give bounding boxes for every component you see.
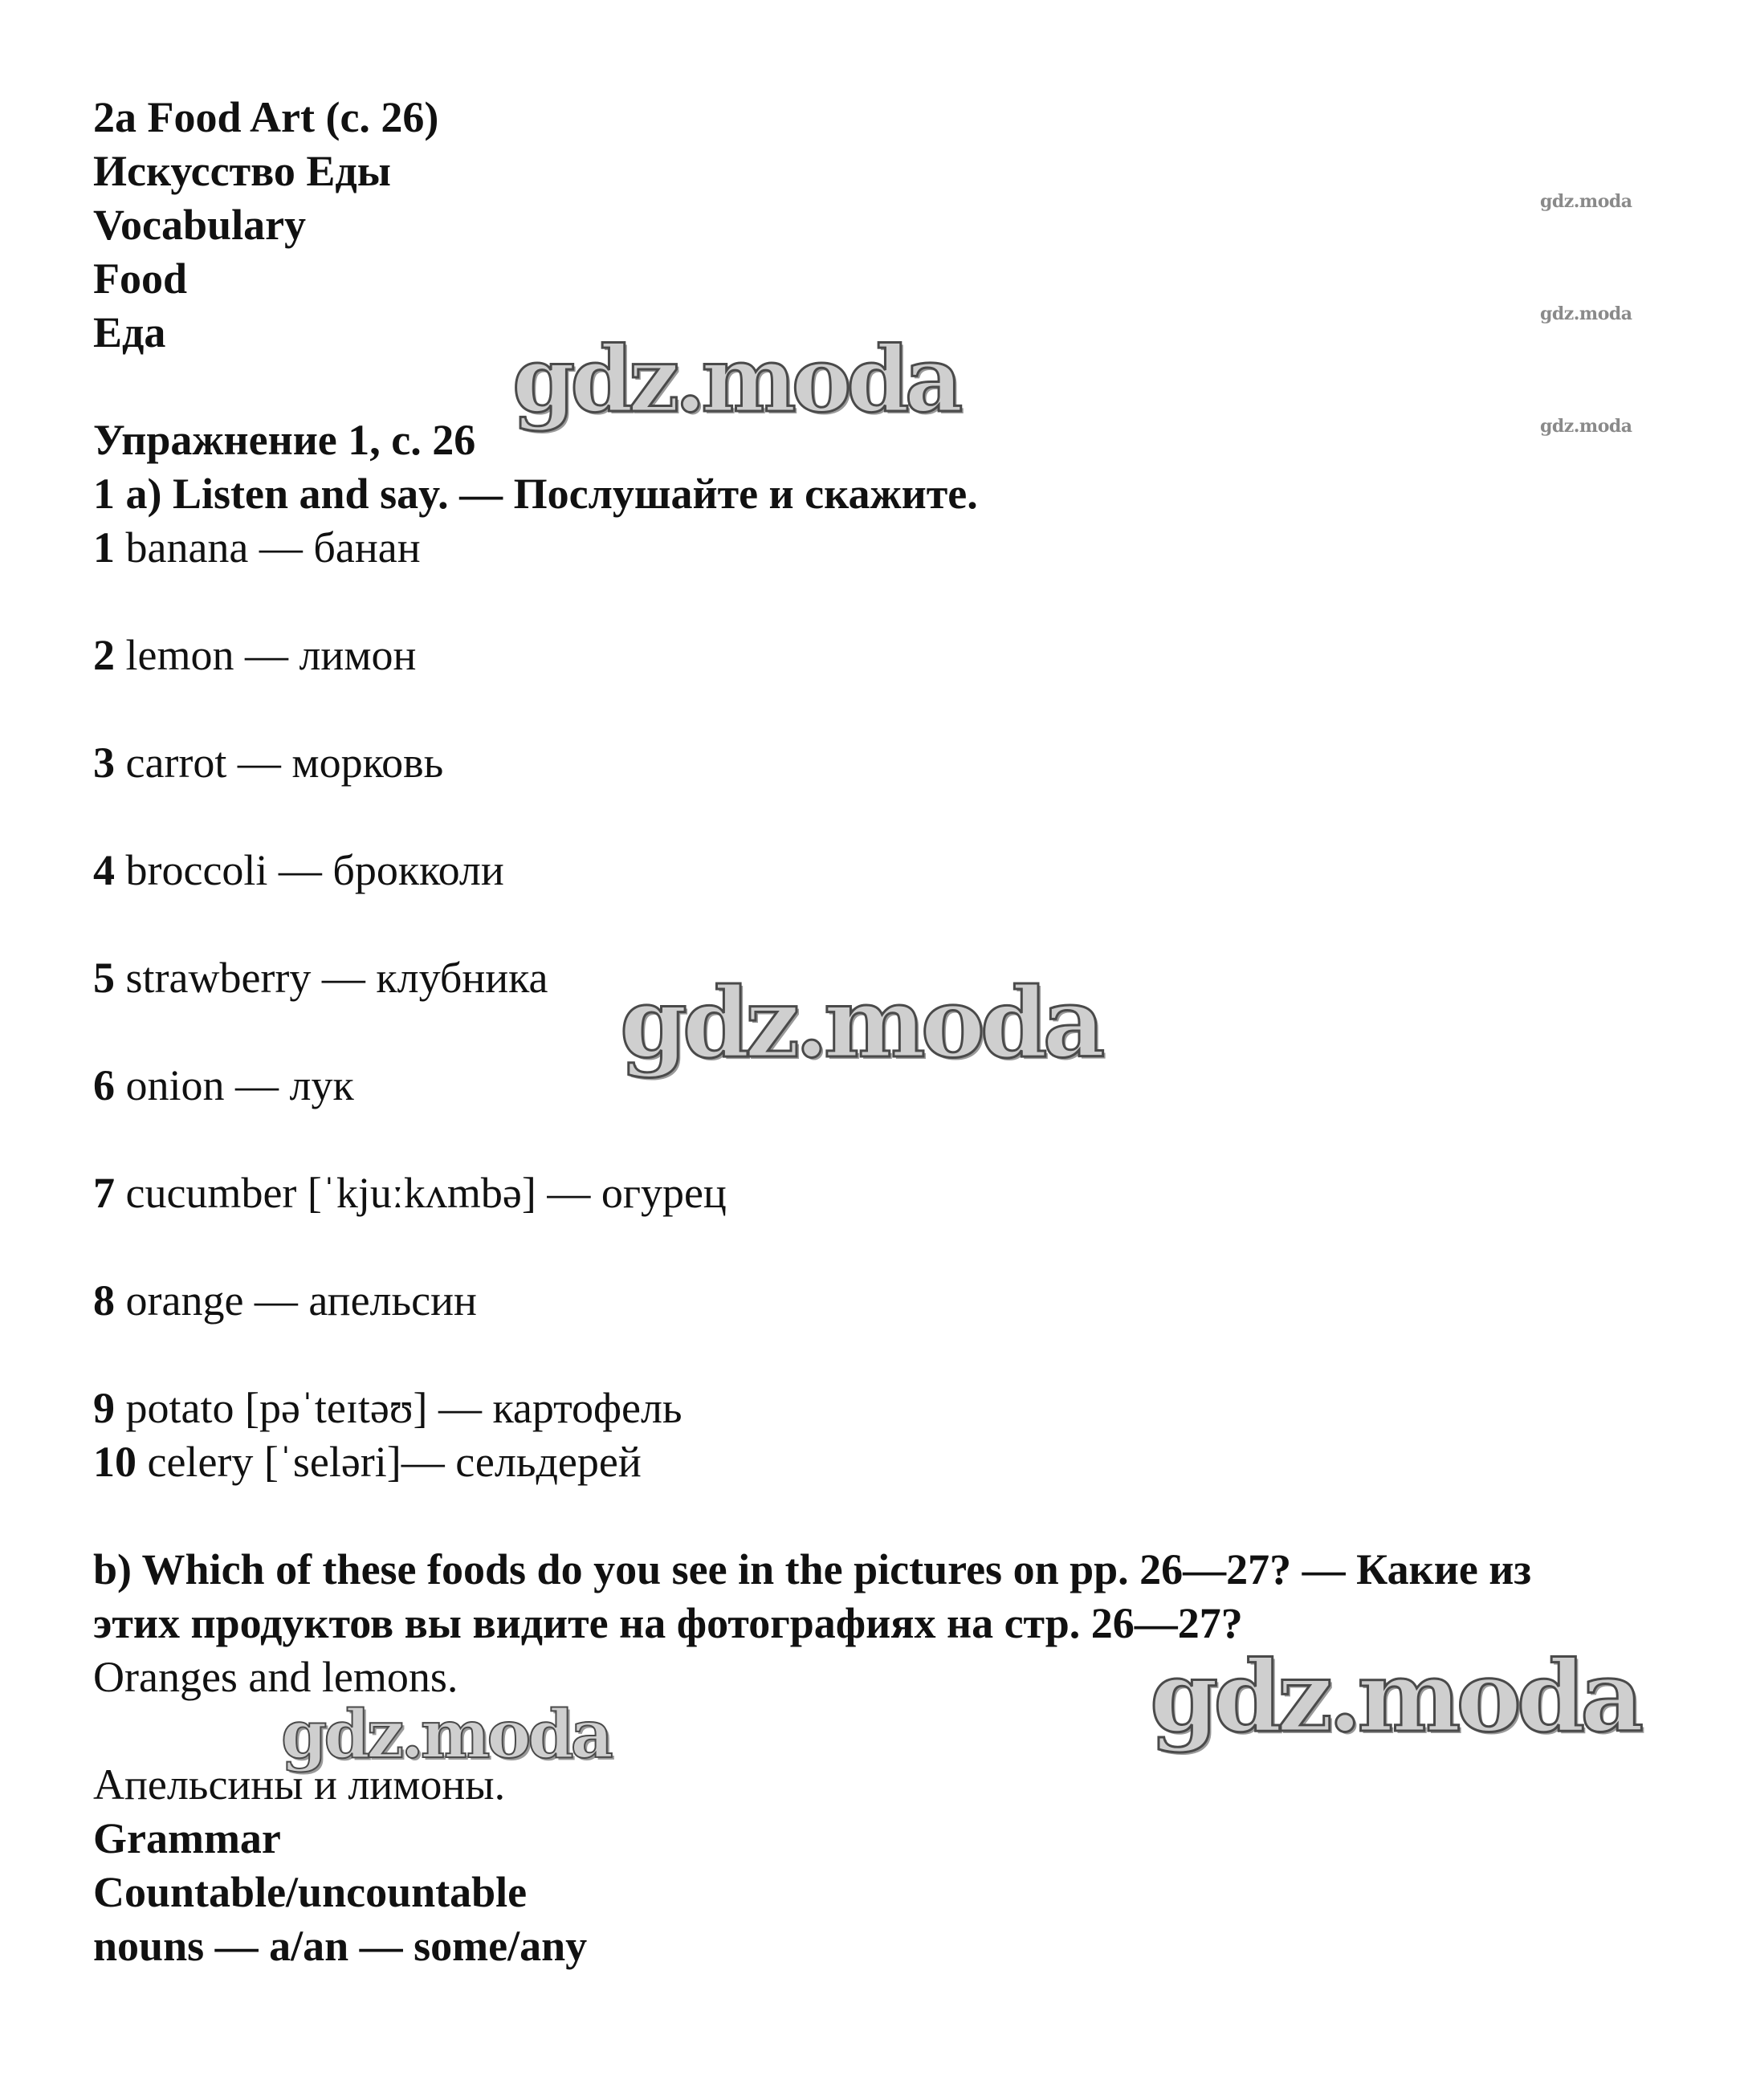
vocab-item xyxy=(93,1382,682,1435)
vocab-item-number: 10 xyxy=(93,1438,136,1486)
vocab-item xyxy=(93,1435,642,1488)
vocab-item xyxy=(93,629,416,682)
large-watermark: gdz.moda xyxy=(281,1696,610,1773)
vocab-item xyxy=(93,1274,477,1327)
topic-title: Food xyxy=(93,254,188,303)
grammar-title: Grammar xyxy=(93,1814,281,1862)
large-watermark: gdz.moda xyxy=(620,967,1101,1080)
section-title: Vocabulary xyxy=(93,201,307,249)
small-watermark: gdz.moda xyxy=(1540,303,1632,324)
vocab-item xyxy=(93,736,443,789)
vocab-item-text: banana — банан xyxy=(125,523,421,572)
vocab-item-text: potato [pəˈteɪtəʊ] — картофель xyxy=(125,1384,682,1432)
vocab-item xyxy=(93,1059,354,1112)
vocab-item-number: 6 xyxy=(93,1061,115,1109)
vocab-item-number: 2 xyxy=(93,631,115,679)
vocab-item-number: 8 xyxy=(93,1276,115,1325)
vocab-item xyxy=(93,521,421,574)
vocab-item-text: carrot — морковь xyxy=(125,739,444,787)
grammar-line1: Countable/uncountable xyxy=(93,1868,528,1916)
large-watermark: gdz.moda xyxy=(512,328,959,433)
exercise-task-b-line2: этих продуктов вы видите на фотографиях на стр. 26—27? xyxy=(93,1599,1243,1647)
small-watermark: gdz.moda xyxy=(1540,191,1632,212)
grammar-line2: nouns — a/an — some/any xyxy=(93,1922,588,1970)
vocab-item-number: 1 xyxy=(93,523,115,572)
vocab-item xyxy=(93,1166,727,1219)
vocab-item-number: 3 xyxy=(93,739,115,787)
vocab-item-text: onion — лук xyxy=(125,1061,354,1109)
topic-title-ru: Еда xyxy=(93,308,166,356)
vocab-item-text: strawberry — клубника xyxy=(125,954,548,1002)
vocab-item xyxy=(93,951,548,1004)
vocab-item-text: broccoli — брокколи xyxy=(125,846,504,894)
vocab-item-number: 9 xyxy=(93,1384,115,1432)
lesson-title: 2a Food Art (с. 26) xyxy=(93,93,439,141)
vocab-item-text: orange — апельсин xyxy=(125,1276,477,1325)
answer-en: Oranges and lemons. xyxy=(93,1653,458,1701)
vocab-item-number: 7 xyxy=(93,1169,115,1217)
vocab-item-text: cucumber [ˈkjuːkʌmbə] — огурец xyxy=(125,1169,727,1217)
large-watermark: gdz.moda xyxy=(1150,1638,1640,1754)
vocab-item-number: 4 xyxy=(93,846,115,894)
exercise-task-a: 1 a) Listen and say. — Послушайте и скажите. xyxy=(93,470,978,518)
exercise-task-b-line1: b) Which of these foods do you see in the pictures on pp. 26—27? — Какие из xyxy=(93,1545,1532,1593)
vocab-item-text: celery [ˈseləri]— сельдерей xyxy=(147,1438,642,1486)
exercise-title: Упражнение 1, с. 26 xyxy=(93,416,476,464)
vocab-item-text: lemon — лимон xyxy=(125,631,417,679)
small-watermark: gdz.moda xyxy=(1540,416,1632,437)
lesson-title-ru: Искусство Еды xyxy=(93,147,391,195)
answer-ru: Апельсины и лимоны. xyxy=(93,1760,506,1809)
vocab-item xyxy=(93,844,504,897)
vocab-item-number: 5 xyxy=(93,954,115,1002)
